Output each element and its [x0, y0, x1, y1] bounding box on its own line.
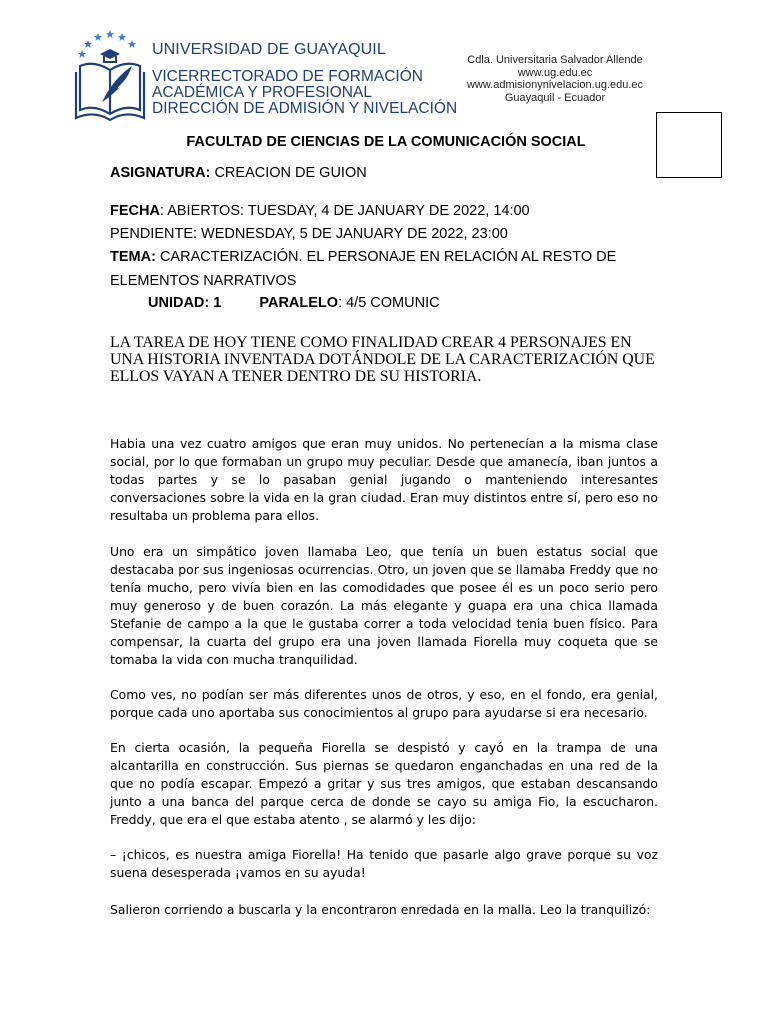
unidad-paralelo-row [148, 295, 440, 311]
paralelo-label: PARALELO [259, 295, 339, 311]
direction-line: DIRECCIÓN DE ADMISIÓN Y NIVELACIÓN [152, 100, 458, 117]
story-paragraph-6: Salieron corriendo a buscarla y la encontraron enredada en la malla. Leo la tranquilizó: [110, 902, 651, 917]
contact-city: Guayaquil - Ecuador [504, 91, 606, 104]
contact-website: www.ug.edu.ec [517, 66, 593, 79]
story-paragraph-2: Uno era un simpático joven llamaba Leo, que tenía un buen estatus social que destacaba por sus ingeniosas ocurrencias. Otro, un joven que se llamaba Freddy que no tenía mucho, pero vivía bien en las comodidades que posee él es un poco serio pero muy generoso y de buen corazón. La más elegante y guapa era una chica llamada Stefanie de campo a la que le gustaba correr a toda velocidad tenia buen físico. Para compensar, la cuarta del grupo era una joven llamada Fiorella muy coqueta que se tomaba la vida con mucha tranquilidad. [110, 544, 658, 667]
vice-rectorate-line1: VICERRECTORADO DE FORMACIÓN [152, 68, 423, 85]
contact-block [440, 54, 670, 104]
tema-value: CARACTERIZACIÓN. EL PERSONAJE EN RELACIÓN AL RESTO DE [155, 249, 617, 265]
fecha-value: : ABIERTOS: TUESDAY, 4 DE JANUARY DE 2022, 14:00 [159, 203, 530, 219]
tema-label: TEMA: [110, 249, 156, 265]
contact-address: Cdla. Universitaria Salvador Allende [467, 54, 643, 66]
assignment-intro [110, 334, 670, 385]
university-name: UNIVERSIDAD DE GUAYAQUIL [152, 41, 386, 58]
story-paragraph-1: Habia una vez cuatro amigos que eran muy unidos. No pertenecían a la misma clase social, por lo que formaban un grupo muy peculiar. Desde que amanecía, iban juntos a todas partes y se lo pasaban genial jugando o manteniendo interesantes conversaciones sobre la vida en la gran ciudad. Eran muy distintos entre sí, pero eso no resultaba un problema para ellos. [110, 436, 658, 523]
vice-rectorate-line2: ACADÉMICA Y PROFESIONAL [152, 84, 372, 101]
story-paragraph-3: Como ves, no podían ser más diferentes unos de otros, y eso, en el fondo, era genial, porque cada uno aportaba sus conocimientos al grupo para ayudarse si era necesario. [110, 687, 658, 720]
unidad-label: UNIDAD: 1 [148, 295, 222, 311]
story-paragraph-5: – ¡chicos, es nuestra amiga Fiorella! Ha tenido que pasarle algo grave porque su voz suena desesperada ¡vamos en su ayuda! [110, 847, 658, 880]
quill-icon [102, 66, 132, 102]
asignatura-value: CREACION DE GUION [210, 165, 367, 181]
intro-line: UNA HISTORIA INVENTADA DOTÁNDOLE DE LA CARACTERIZACIÓN QUE [110, 351, 655, 368]
asignatura-label: ASIGNATURA: [110, 165, 211, 181]
intro-line: ELLOS VAYAN A TENER DENTRO DE SU HISTORIA. [110, 368, 482, 385]
pendiente-row: PENDIENTE: WEDNESDAY, 5 DE JANUARY DE 2022, 23:00 [110, 226, 508, 242]
contact-admission-website: www.admisionynivelacion.ug.edu.ec [466, 79, 644, 91]
paralelo-value: : 4/5 COMUNIC [338, 295, 440, 311]
intro-line: LA TAREA DE HOY TIENE COMO FINALIDAD CREAR 4 PERSONAJES EN [110, 334, 632, 351]
asignatura-row [110, 165, 367, 181]
fecha-label: FECHA [110, 203, 160, 219]
university-heading [152, 41, 457, 117]
tema-continuation: ELEMENTOS NARRATIVOS [110, 273, 297, 289]
university-logo [74, 24, 146, 124]
story-paragraph-4: En cierta ocasión, la pequeña Fiorella se despistó y cayó en la trampa de una alcantarilla en construcción. Sus piernas se quedaron enganchadas en una red de la que no podía escapar. Empezó a gritar y sus tres amigos, que estaban descansando junto a una banca del parque cerca de donde se cayo su amiga Fio, la escucharon. Freddy, que era el que estaba atento , se alarmó y les dijo: [110, 740, 658, 827]
fecha-row [110, 203, 530, 219]
faculty-title: FACULTAD DE CIENCIAS DE LA COMUNICACIÓN SOCIAL [186, 134, 586, 150]
tema-row [110, 249, 616, 265]
